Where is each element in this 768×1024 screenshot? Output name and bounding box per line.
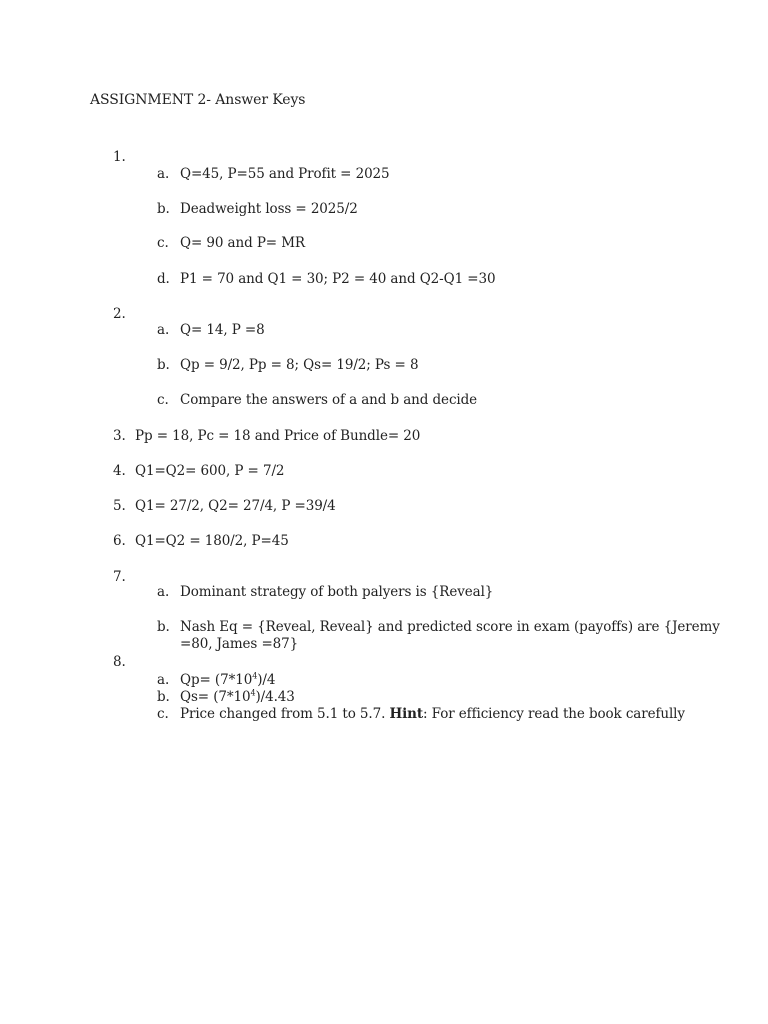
answer-text: P1 = 70 and Q1 = 30; P2 = 40 and Q2-Q1 =30 <box>180 271 496 287</box>
question-number: 5. <box>113 498 126 514</box>
exponent: 4 <box>250 688 256 698</box>
answer-text-line-1: Nash Eq = {Reveal, Reveal} and predicted score in exam (payoffs) are {Jeremy <box>180 619 720 635</box>
question-number: 2. <box>113 306 126 322</box>
answer-label: c. <box>157 706 169 722</box>
answer-text: Qp = 9/2, Pp = 8; Qs= 19/2; Ps = 8 <box>180 357 419 373</box>
answer-text: Q= 90 and P= MR <box>180 235 305 251</box>
page-title: ASSIGNMENT 2- Answer Keys <box>90 92 306 108</box>
answer-label: b. <box>157 689 170 705</box>
answer-label: b. <box>157 619 170 635</box>
answer-text: Dominant strategy of both palyers is {Reveal} <box>180 584 494 600</box>
hint-label: Hint <box>389 706 424 722</box>
answer-text: Q= 14, P =8 <box>180 322 265 338</box>
answer-text: Q=45, P=55 and Profit = 2025 <box>180 166 390 182</box>
answer-label: b. <box>157 201 170 217</box>
answer-text: Q1= 27/2, Q2= 27/4, P =39/4 <box>135 498 336 514</box>
answer-label: c. <box>157 235 169 251</box>
answer-text: Deadweight loss = 2025/2 <box>180 201 358 217</box>
answer-text: Compare the answers of a and b and decide <box>180 392 478 408</box>
question-number: 4. <box>113 463 126 479</box>
answer-text: Q1=Q2 = 180/2, P=45 <box>135 533 289 549</box>
answer-text: Pp = 18, Pc = 18 and Price of Bundle= 20 <box>135 428 421 444</box>
answer-label: a. <box>157 322 170 338</box>
answer-text: Price changed from 5.1 to 5.7. Hint: For efficiency read the book carefully <box>180 706 685 722</box>
answer-label: a. <box>157 166 170 182</box>
question-number: 8. <box>113 654 126 670</box>
question-number: 6. <box>113 533 126 549</box>
question-number: 1. <box>113 149 126 165</box>
exponent: 4 <box>252 671 258 681</box>
answer-label: b. <box>157 357 170 373</box>
answer-label: a. <box>157 584 170 600</box>
answer-label: c. <box>157 392 169 408</box>
answer-text: $Qs= (7*10^4)/4.43$ <box>180 688 295 705</box>
question-number: 7. <box>113 569 126 585</box>
answer-label: a. <box>157 672 170 688</box>
answer-text: $Qp= (7*10^4)/4$ <box>180 671 276 688</box>
answer-text-line-2: =80, James =87} <box>180 636 299 652</box>
answer-text: Q1=Q2= 600, P = 7/2 <box>135 463 285 479</box>
question-number: 3. <box>113 428 126 444</box>
answer-label: d. <box>157 271 170 287</box>
